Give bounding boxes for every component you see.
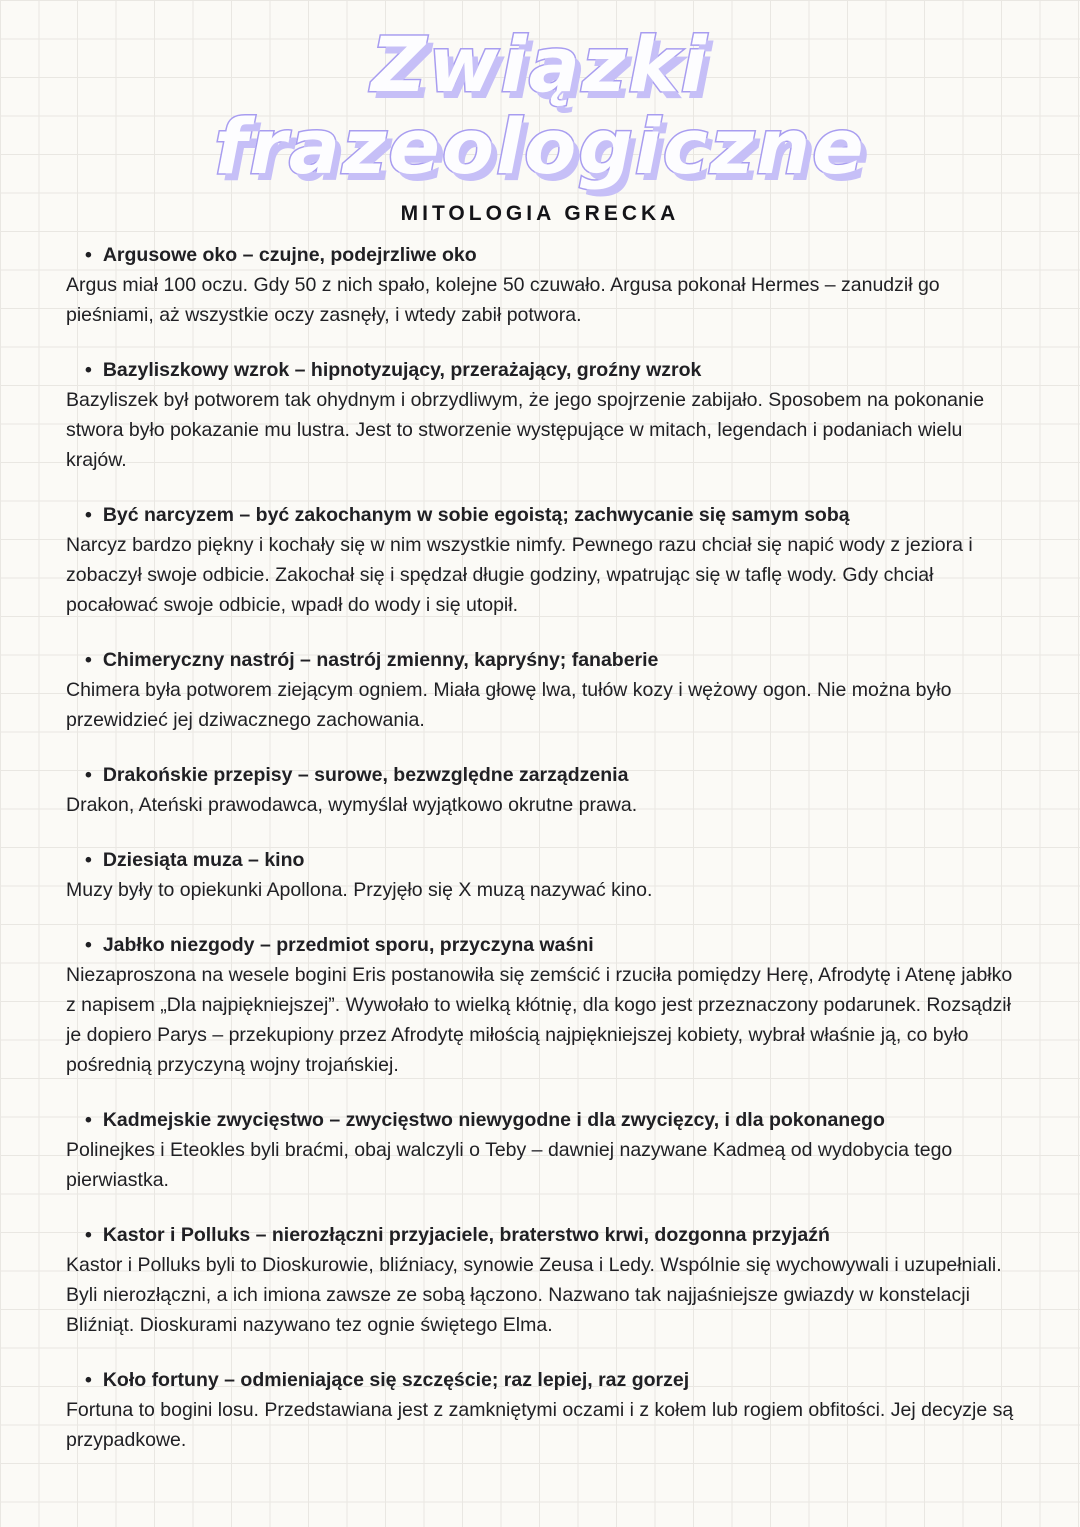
- entry-drakonskie-przepisy: [66, 760, 1014, 820]
- entry-body: Muzy były to opiekunki Apollona. Przyjęło się X muzą nazywać kino.: [66, 879, 653, 902]
- entry-heading: • Chimeryczny nastrój – nastrój zmienny, kapryśny; fanaberie: [66, 645, 1014, 675]
- entry-body: Narcyz bardzo piękny i kochały się w nim wszystkie nimfy. Pewnego razu chciał się napić wody z jeziora i zobaczył swoje odbicie. Zakochał się i spędzał długie godziny, wpatrując się w taflę wody. Gdy chciał pocałować swoje odbicie, wpadł do wody i się utopił.: [66, 534, 973, 617]
- entry-dziesiata-muza: [66, 845, 1014, 905]
- entry-heading: • Drakońskie przepisy – surowe, bezwzględne zarządzenia: [66, 760, 1014, 790]
- entry-kadmejskie-zwyciestwo: [66, 1105, 1014, 1195]
- entry-body: Argus miał 100 oczu. Gdy 50 z nich spało, kolejne 50 czuwało. Argusa pokonał Hermes – zanudził go pieśniami, aż wszystkie oczy zasnęły, i wtedy zabił potwora.: [66, 274, 940, 327]
- entry-body: Drakon, Ateński prawodawca, wymyślał wyjątkowo okrutne prawa.: [66, 794, 638, 817]
- entry-heading: • Jabłko niezgody – przedmiot sporu, przyczyna waśni: [66, 930, 1014, 960]
- entry-bazyliszkowy-wzrok: [66, 355, 1014, 475]
- entry-body: Bazyliszek był potworem tak ohydnym i obrzydliwym, że jego spojrzenie zabijało. Sposobem na pokonanie stwora było pokazanie mu lustra. Jest to stworzenie występujące w mitach, legendach i podaniach wielu krajów.: [66, 389, 985, 472]
- entry-byc-narcyzem: [66, 500, 1014, 620]
- entry-body: Niezaproszona na wesele bogini Eris postanowiła się zemścić i rzuciła pomiędzy Herę, Afrodytę i Atenę jabłko z napisem „Dla najpiękniejszej”. Wywołało to wielką kłótnię, dla kogo jest przeznaczony podarunek. Rozsądził je dopiero Parys – przekupiony przez Afrodytę miłością najpiękniejszej kobiety, wybrał właśnie ją, co było pośrednią przyczyną wojny trojańskiej.: [66, 964, 1013, 1077]
- page-subtitle: MITOLOGIA GRECKA: [400, 202, 680, 226]
- entry-argusowe-oko: [66, 240, 1014, 330]
- entry-jablko-niezgody: [66, 930, 1014, 1080]
- entry-body: Polinejkes i Eteokles byli braćmi, obaj walczyli o Teby – dawniej nazywane Kadmeą od wydobycia tego pierwiastka.: [66, 1139, 953, 1192]
- entry-body: Kastor i Polluks byli to Dioskurowie, bliźniacy, synowie Zeusa i Ledy. Wspólnie się wychowywali i uzupełniali. Byli nierozłączni, a ich imiona zawsze ze sobą łączono. Nazwano tak najjaśniejsze gwiazdy w konstelacji Bliźniąt. Dioskurami nazywano tez ognie świętego Elma.: [66, 1254, 1002, 1337]
- page-title-line-2: frazeologiczne: [214, 102, 866, 192]
- phraseology-entries-list: [66, 240, 1014, 1455]
- page-title-line-1: Związki: [371, 20, 709, 109]
- entry-body: Chimera była potworem ziejącym ogniem. Miała głowę lwa, tułów kozy i wężowy ogon. Nie można było przewidzieć jej dziwacznego zachowania.: [66, 679, 952, 732]
- entry-body: Fortuna to bogini losu. Przedstawiana jest z zamkniętymi oczami i z kołem lub rogiem obfitości. Jej decyzje są przypadkowe.: [66, 1399, 1014, 1452]
- entry-heading: • Argusowe oko – czujne, podejrzliwe oko: [66, 240, 1014, 270]
- entry-heading: • Dziesiąta muza – kino: [66, 845, 1014, 875]
- entry-heading: • Kadmejskie zwycięstwo – zwycięstwo niewygodne i dla zwycięzcy, i dla pokonanego: [66, 1105, 1014, 1135]
- entry-heading: • Być narcyzem – być zakochanym w sobie egoistą; zachwycanie się samym sobą: [66, 500, 1014, 530]
- entry-kolo-fortuny: [66, 1365, 1014, 1455]
- entry-heading: • Kastor i Polluks – nierozłączni przyjaciele, braterstwo krwi, dozgonna przyjaźń: [66, 1220, 1014, 1250]
- entry-heading: • Bazyliszkowy wzrok – hipnotyzujący, przerażający, groźny wzrok: [66, 355, 1014, 385]
- entry-chimeryczny-nastroj: [66, 645, 1014, 735]
- page-header: [66, 20, 1014, 226]
- entry-heading: • Koło fortuny – odmieniające się szczęście; raz lepiej, raz gorzej: [66, 1365, 1014, 1395]
- entry-kastor-i-polluks: [66, 1220, 1014, 1340]
